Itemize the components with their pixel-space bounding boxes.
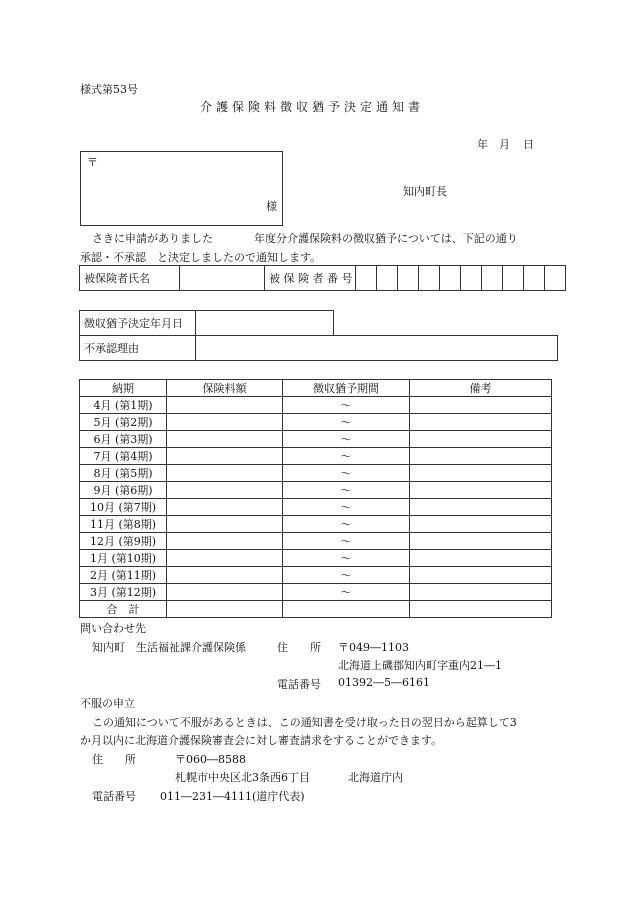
date-day-label: 日 (523, 138, 534, 151)
contact-phone: 01392―5―6161 (338, 676, 430, 689)
appeal-heading: 不服の申立 (80, 697, 135, 710)
amount-cell[interactable] (167, 516, 283, 533)
reason-label: 不承認理由 (80, 336, 196, 361)
amount-cell[interactable] (167, 414, 283, 431)
honorific: 様 (266, 200, 277, 213)
header-deferral: 徴収猶予期間 (283, 380, 410, 397)
body-line1-suffix: 年度分介護保険料の徴収猶予については、下記の通り (254, 232, 518, 245)
amount-cell[interactable] (167, 465, 283, 482)
deferral-cell[interactable]: 〜 (283, 414, 410, 431)
period-cell: 7月 (第4期) (80, 448, 167, 465)
contact-office: 知内町 生活福祉課介護保険係 (92, 641, 246, 654)
contact-address-label: 住 所 (277, 641, 321, 654)
decision-date-field[interactable] (196, 311, 334, 336)
body-line2: 承認・不承認 と決定しましたので通知します。 (80, 251, 322, 264)
period-cell: 2月 (第11期) (80, 567, 167, 584)
deferral-cell[interactable]: 〜 (283, 397, 410, 414)
deferral-cell[interactable]: 〜 (283, 465, 410, 482)
insured-number-digit[interactable] (482, 266, 503, 291)
remarks-cell[interactable] (410, 499, 552, 516)
table-row (80, 567, 552, 584)
remarks-cell[interactable] (410, 516, 552, 533)
table-row (80, 533, 552, 550)
contact-postal: 〒049―1103 (338, 641, 409, 654)
table-row (80, 448, 552, 465)
contact-phone-label: 電話番号 (277, 678, 321, 691)
amount-cell[interactable] (167, 448, 283, 465)
contact-heading: 問い合わせ先 (80, 622, 146, 635)
remarks-cell[interactable] (410, 550, 552, 567)
deferral-cell[interactable]: 〜 (283, 499, 410, 516)
deferral-cell[interactable]: 〜 (283, 448, 410, 465)
remarks-cell[interactable] (410, 567, 552, 584)
deferral-cell[interactable]: 〜 (283, 431, 410, 448)
table-row (80, 516, 552, 533)
period-cell: 8月 (第5期) (80, 465, 167, 482)
remarks-cell[interactable] (410, 397, 552, 414)
reason-field[interactable] (196, 336, 558, 361)
period-cell: 11月 (第8期) (80, 516, 167, 533)
appeal-address-label: 住 所 (92, 753, 136, 766)
insured-number-digit[interactable] (356, 266, 377, 291)
total-label: 合 計 (80, 601, 167, 618)
insured-number-digit[interactable] (398, 266, 419, 291)
table-row (80, 499, 552, 516)
total-deferral[interactable] (283, 601, 410, 618)
remarks-cell[interactable] (410, 431, 552, 448)
insured-table (79, 265, 566, 291)
header-period: 納期 (80, 380, 167, 397)
insured-number-digit[interactable] (461, 266, 482, 291)
amount-cell[interactable] (167, 533, 283, 550)
insured-number-digit[interactable] (440, 266, 461, 291)
appeal-text-2: か月以内に北海道介護保険審査会に対し審査請求をすることができます。 (80, 734, 443, 747)
insured-number-digit[interactable] (503, 266, 524, 291)
decision-table (79, 310, 558, 361)
period-cell: 5月 (第2期) (80, 414, 167, 431)
insured-number-digit[interactable] (419, 266, 440, 291)
deferral-cell[interactable]: 〜 (283, 567, 410, 584)
insured-name-label: 被保険者氏名 (80, 266, 180, 291)
deferral-cell[interactable]: 〜 (283, 516, 410, 533)
period-cell: 4月 (第1期) (80, 397, 167, 414)
date-year-label: 年 (477, 138, 488, 151)
table-row (80, 550, 552, 567)
address-box[interactable] (80, 151, 283, 226)
amount-cell[interactable] (167, 550, 283, 567)
appeal-phone: 011―231―4111(道庁代表) (160, 790, 305, 803)
remarks-cell[interactable] (410, 533, 552, 550)
period-cell: 10月 (第7期) (80, 499, 167, 516)
remarks-cell[interactable] (410, 584, 552, 601)
appeal-postal: 〒060―8588 (175, 753, 246, 766)
issuer-name: 知内町長 (403, 185, 447, 198)
payment-table (79, 379, 552, 618)
contact-address: 北海道上磯郡知内町字重内21―1 (338, 659, 502, 672)
deferral-cell[interactable]: 〜 (283, 550, 410, 567)
insured-name-field[interactable] (180, 266, 265, 291)
amount-cell[interactable] (167, 397, 283, 414)
document-title: 介護保険料徴収猶予決定通知書 (200, 100, 425, 114)
period-cell: 1月 (第10期) (80, 550, 167, 567)
header-remarks: 備考 (410, 380, 552, 397)
remarks-cell[interactable] (410, 482, 552, 499)
body-line1-prefix: さきに申請がありました (92, 232, 213, 245)
insured-number-digit[interactable] (524, 266, 545, 291)
period-cell: 12月 (第9期) (80, 533, 167, 550)
deferral-cell[interactable]: 〜 (283, 482, 410, 499)
table-row (80, 397, 552, 414)
period-cell: 3月 (第12期) (80, 584, 167, 601)
table-row (80, 414, 552, 431)
deferral-cell[interactable]: 〜 (283, 533, 410, 550)
amount-cell[interactable] (167, 567, 283, 584)
amount-cell[interactable] (167, 482, 283, 499)
table-row (80, 482, 552, 499)
insured-number-label: 被 保 険 者 番 号 (265, 266, 356, 291)
date-month-label: 月 (499, 138, 510, 151)
remarks-cell[interactable] (410, 465, 552, 482)
decision-date-label: 徴収猶予決定年月日 (80, 311, 196, 336)
header-amount: 保険料額 (167, 380, 283, 397)
form-number: 様式第53号 (80, 83, 138, 96)
postal-mark: 〒 (87, 156, 98, 169)
appeal-address: 札幌市中央区北3条西6丁目 (175, 771, 310, 784)
remarks-cell[interactable] (410, 448, 552, 465)
appeal-phone-label: 電話番号 (92, 790, 136, 803)
deferral-cell[interactable]: 〜 (283, 584, 410, 601)
amount-cell[interactable] (167, 584, 283, 601)
table-row (80, 431, 552, 448)
remarks-cell[interactable] (410, 414, 552, 431)
appeal-office: 北海道庁内 (348, 771, 403, 784)
total-remarks[interactable] (410, 601, 552, 618)
insured-number-digit[interactable] (377, 266, 398, 291)
period-cell: 6月 (第3期) (80, 431, 167, 448)
table-row (80, 584, 552, 601)
table-row (80, 465, 552, 482)
amount-cell[interactable] (167, 499, 283, 516)
insured-number-digit[interactable] (545, 266, 566, 291)
appeal-text-1: この通知について不服があるときは、この通知書を受け取った日の翌日から起算して3 (92, 716, 517, 729)
amount-cell[interactable] (167, 431, 283, 448)
total-amount[interactable] (167, 601, 283, 618)
period-cell: 9月 (第6期) (80, 482, 167, 499)
